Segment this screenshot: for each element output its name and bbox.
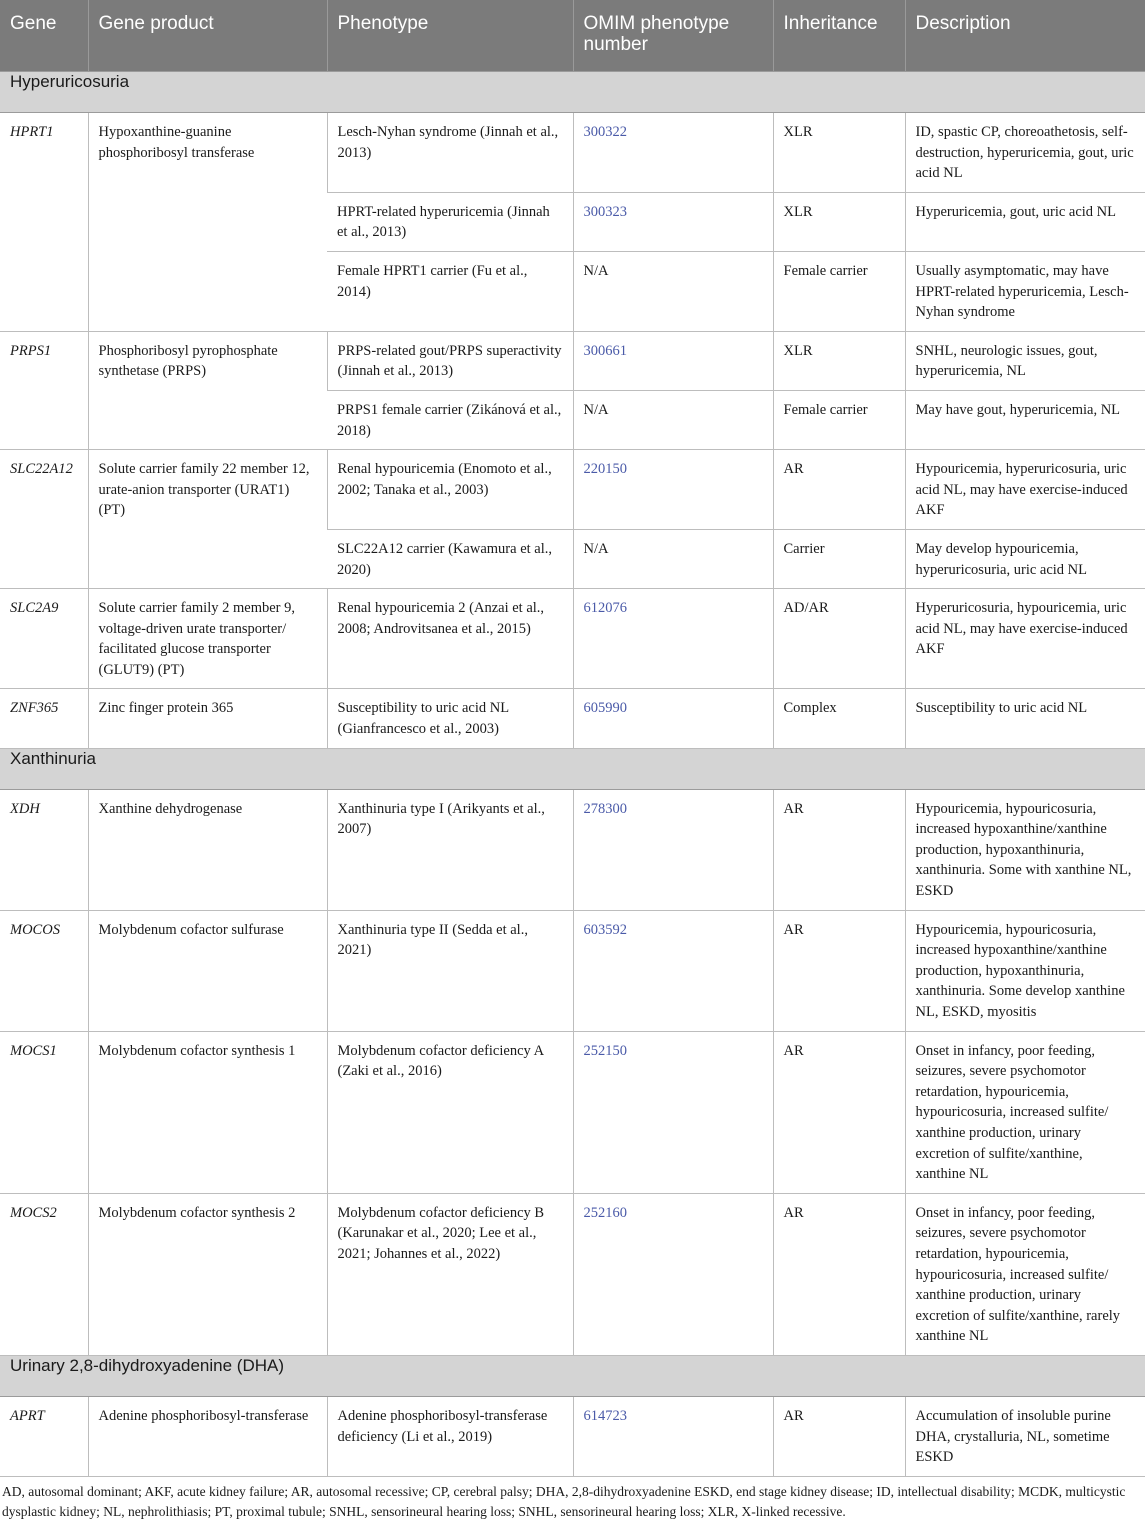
gene-cell: MOCS2 [0, 1193, 88, 1355]
table-row [0, 1031, 1145, 1193]
table-row [0, 113, 1145, 193]
phenotype-cell: SLC22A12 carrier (Kawamura et al., 2020) [327, 529, 573, 588]
table-row [0, 789, 1145, 910]
description-cell: Onset in infancy, poor feeding, seizures, severe psychomotor retardation, hypouricemia, hypouricosuria, increased sulfite/ xanthine production, urinary excretion of sulfite/xanthine, xanthine NL [905, 1031, 1145, 1193]
omim-link[interactable]: 300323 [573, 192, 773, 251]
inheritance-cell: AD/AR [773, 589, 905, 689]
omim-link[interactable]: 300661 [573, 331, 773, 390]
omim-link[interactable]: 612076 [573, 589, 773, 689]
inheritance-cell: Carrier [773, 529, 905, 588]
gene-cell: SLC2A9 [0, 589, 88, 689]
section-title: Hyperuricosuria [0, 72, 1145, 113]
description-cell: Hypouricemia, hypouricosuria, increased hypoxanthine/xanthine production, hypoxanthinuria, xanthinuria. Some with xanthine NL, ESKD [905, 789, 1145, 910]
omim-link[interactable]: 300322 [573, 113, 773, 193]
phenotype-cell: Susceptibility to uric acid NL (Gianfrancesco et al., 2003) [327, 689, 573, 748]
section-title: Xanthinuria [0, 748, 1145, 789]
phenotype-cell: Renal hypouricemia (Enomoto et al., 2002; Tanaka et al., 2003) [327, 450, 573, 530]
description-cell: SNHL, neurologic issues, gout, hyperuricemia, NL [905, 331, 1145, 390]
phenotype-cell: PRPS1 female carrier (Zikánová et al., 2018) [327, 390, 573, 449]
omim-link[interactable]: 605990 [573, 689, 773, 748]
gene-product-cell: Xanthine dehydrogenase [88, 789, 327, 910]
gene-product-cell: Solute carrier family 22 member 12, urate-anion transporter (URAT1) (PT) [88, 450, 327, 589]
gene-cell: XDH [0, 789, 88, 910]
gene-cell: APRT [0, 1396, 88, 1476]
table-row [0, 331, 1145, 390]
description-cell: Accumulation of insoluble purine DHA, crystalluria, NL, sometime ESKD [905, 1396, 1145, 1476]
table-header [0, 0, 1145, 72]
description-cell: ID, spastic CP, choreoathetosis, self-destruction, hyperuricemia, gout, uric acid NL [905, 113, 1145, 193]
omim-link[interactable]: 614723 [573, 1396, 773, 1476]
inheritance-cell: XLR [773, 192, 905, 251]
table-row [0, 689, 1145, 748]
phenotype-cell: Renal hypouricemia 2 (Anzai et al., 2008; Androvitsanea et al., 2015) [327, 589, 573, 689]
gene-cell: HPRT1 [0, 113, 88, 332]
header-inheritance: Inheritance [773, 0, 905, 72]
inheritance-cell: AR [773, 789, 905, 910]
gene-cell: SLC22A12 [0, 450, 88, 589]
header-description: Description [905, 0, 1145, 72]
section-row [0, 748, 1145, 789]
inheritance-cell: Female carrier [773, 390, 905, 449]
section-title: Urinary 2,8-dihydroxyadenine (DHA) [0, 1355, 1145, 1396]
phenotype-cell: Female HPRT1 carrier (Fu et al., 2014) [327, 251, 573, 331]
omim-link[interactable]: 252160 [573, 1193, 773, 1355]
phenotype-cell: Molybdenum cofactor deficiency A (Zaki et al., 2016) [327, 1031, 573, 1193]
table-row [0, 910, 1145, 1031]
phenotype-cell: PRPS-related gout/PRPS superactivity (Jinnah et al., 2013) [327, 331, 573, 390]
table-body [0, 72, 1145, 1477]
gene-product-cell: Solute carrier family 2 member 9, voltage-driven urate transporter/ facilitated glucose transporter (GLUT9) (PT) [88, 589, 327, 689]
omim-cell: N/A [573, 529, 773, 588]
description-cell: Usually asymptomatic, may have HPRT-related hyperuricemia, Lesch-Nyhan syndrome [905, 251, 1145, 331]
inheritance-cell: Complex [773, 689, 905, 748]
gene-cell: ZNF365 [0, 689, 88, 748]
header-gene-product: Gene product [88, 0, 327, 72]
inheritance-cell: XLR [773, 113, 905, 193]
gene-product-cell: Molybdenum cofactor synthesis 1 [88, 1031, 327, 1193]
inheritance-cell: AR [773, 1193, 905, 1355]
phenotype-cell: Xanthinuria type I (Arikyants et al., 2007) [327, 789, 573, 910]
phenotype-cell: Xanthinuria type II (Sedda et al., 2021) [327, 910, 573, 1031]
gene-product-cell: Molybdenum cofactor synthesis 2 [88, 1193, 327, 1355]
header-row [0, 0, 1145, 72]
omim-link[interactable]: 278300 [573, 789, 773, 910]
inheritance-cell: AR [773, 450, 905, 530]
gene-product-cell: Molybdenum cofactor sulfurase [88, 910, 327, 1031]
inheritance-cell: AR [773, 1031, 905, 1193]
description-cell: Hypouricemia, hypouricosuria, increased hypoxanthine/xanthine production, hypoxanthinuria, xanthinuria. Some develop xanthine NL, ESKD, myositis [905, 910, 1145, 1031]
table-footnote: AD, autosomal dominant; AKF, acute kidney failure; AR, autosomal recessive; CP, cerebral palsy; DHA, 2,8-dihydroxyadenine ESKD, end stage kidney disease; ID, intellectual disability; MCDK, multicystic dysplastic kidney; NL, nephrolithiasis; PT, proximal tubule; SNHL, sensorineural hearing loss; SNHL, sensorineural hearing loss; XLR, X-linked recessive. [2, 1484, 1126, 1519]
table-row [0, 589, 1145, 689]
phenotype-cell: Lesch-Nyhan syndrome (Jinnah et al., 2013) [327, 113, 573, 193]
omim-link[interactable]: 220150 [573, 450, 773, 530]
gene-product-cell: Zinc finger protein 365 [88, 689, 327, 748]
table-row [0, 1396, 1145, 1476]
header-gene: Gene [0, 0, 88, 72]
inheritance-cell: AR [773, 910, 905, 1031]
section-row [0, 1355, 1145, 1396]
omim-link[interactable]: 252150 [573, 1031, 773, 1193]
inheritance-cell: AR [773, 1396, 905, 1476]
omim-cell: N/A [573, 251, 773, 331]
description-cell: Susceptibility to uric acid NL [905, 689, 1145, 748]
description-cell: May have gout, hyperuricemia, NL [905, 390, 1145, 449]
description-cell: Hypouricemia, hyperuricosuria, uric acid NL, may have exercise-induced AKF [905, 450, 1145, 530]
gene-product-cell: Phosphoribosyl pyrophosphate synthetase (PRPS) [88, 331, 327, 449]
inheritance-cell: Female carrier [773, 251, 905, 331]
omim-link[interactable]: 603592 [573, 910, 773, 1031]
gene-product-cell: Hypoxanthine-guanine phosphoribosyl transferase [88, 113, 327, 332]
section-row [0, 72, 1145, 113]
phenotype-cell: HPRT-related hyperuricemia (Jinnah et al., 2013) [327, 192, 573, 251]
header-omim: OMIM phenotype number [573, 0, 773, 72]
phenotype-cell: Molybdenum cofactor deficiency B (Karunakar et al., 2020; Lee et al., 2021; Johannes et al., 2022) [327, 1193, 573, 1355]
gene-cell: PRPS1 [0, 331, 88, 449]
phenotype-cell: Adenine phosphoribosyl-transferase deficiency (Li et al., 2019) [327, 1396, 573, 1476]
gene-product-cell: Adenine phosphoribosyl-transferase [88, 1396, 327, 1476]
inheritance-cell: XLR [773, 331, 905, 390]
header-phenotype: Phenotype [327, 0, 573, 72]
gene-cell: MOCOS [0, 910, 88, 1031]
description-cell: May develop hypouricemia, hyperuricosuria, uric acid NL [905, 529, 1145, 588]
description-cell: Onset in infancy, poor feeding, seizures, severe psychomotor retardation, hypouricemia, hypouricosuria, increased sulfite/ xanthine production, urinary excretion of sulfite/xanthine, rarely xanthine NL [905, 1193, 1145, 1355]
gene-cell: MOCS1 [0, 1031, 88, 1193]
table-row [0, 450, 1145, 530]
description-cell: Hyperuricosuria, hypouricemia, uric acid NL, may have exercise-induced AKF [905, 589, 1145, 689]
table-row [0, 1193, 1145, 1355]
omim-cell: N/A [573, 390, 773, 449]
description-cell: Hyperuricemia, gout, uric acid NL [905, 192, 1145, 251]
